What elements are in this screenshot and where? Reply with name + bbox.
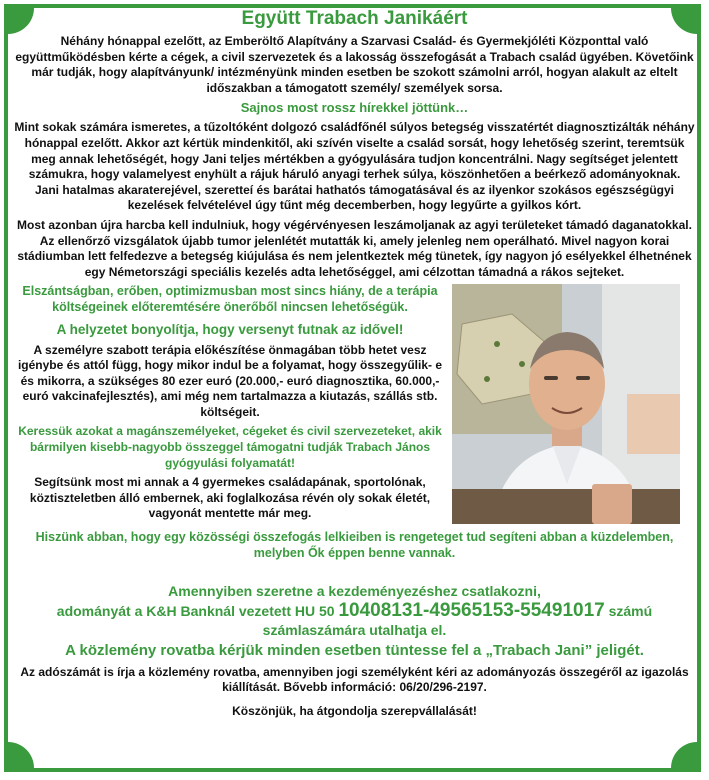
notice-reference: A közlemény rovatba kérjük minden esetben tüntesse fel a „Trabach Jani” jeligét. [65, 641, 644, 659]
thanks-line: Köszönjük, ha átgondolja szerepvállalását! [232, 703, 477, 718]
bank-transfer-text: számlaszámára utalhatja el. [262, 621, 447, 638]
portrait-photo [452, 284, 680, 524]
frame-corner [671, 742, 697, 768]
paragraph-new-tumor: Most azonban újra harcba kell indulniuk, hogy végérvényesen leszámoljanak az agyi területeket támadó daganatokkal. Az ellenőrző vizsgálatok újabb tumor jelenlétét mutatták ki, amely jelenleg nem operálható. Mivel nagyon korai stádiumban lett felfedezve a betegség kiújulása és nem jelentkeztek még tünetek, így nagyon jó esélyekkel élhetnének egy Németországi speciális kezelés adta lehetőséggel, ami célzottan támadná a rákos sejteket. [17, 217, 692, 279]
paragraph-therapy-costs: A személyre szabott terápia előkészítése önmagában több hetet vesz igénybe és attól függ, hogy mikor indul be a folyamat, hogy összegyűlik- e és mikorra, a szükséges 80 ezer euró (20.000,- euró diagnosztika, 60.000,- euró vakcinafejlesztés), ami még nem tartalmazza a kiutazás, szállás stb. költségeit. [17, 342, 443, 419]
intro-paragraph: Néhány hónappal ezelőtt, az Emberöltő Alapítvány a Szarvasi Család- és Gyermekjóléti Központtal való együttműködésben kérte a cégek, a civil szervezetek és a lakosság összefogását a Trabach család ügyében. Követőink már tudják, hogy alapítványunk/ intézményünk minden esetben be szokott számolni arról, hogyan alakult az eltelt időszakban a támogatott személy/ személyek sorsa. [15, 34, 694, 95]
footer-info: Az adószámát is írja a közlemény rovatba, amennyiben jogi személyként kéri az adományozás összegéről az igazolás kiállítását. Bővebb információ: 06/20/296-2197. [20, 664, 689, 695]
photo-section [14, 284, 695, 530]
bank-account-number: 10408131-49565153-55491017 [338, 599, 605, 621]
bad-news-heading: Sajnos most rossz hírekkel jöttünk… [240, 100, 469, 116]
portrait-illustration [452, 284, 680, 524]
bank-name-text: adományát a K&H Banknál vezetett HU 50 [56, 602, 335, 619]
left-column [14, 284, 446, 522]
bank-intro: Amennyiben szeretne a kezdeményezéshez csatlakozni, [168, 582, 541, 599]
highlight-race-time: A helyzetet bonyolítja, hogy versenyt futnak az idővel! [56, 321, 404, 337]
ad-content [14, 8, 695, 719]
frame-corner [8, 742, 34, 768]
highlight-community: Hiszünk abban, hogy egy közösségi összefogás lelkieiben is rengeteget tud segíteni abban a küzdelemben, melyben Ők éppen benne vannak. [35, 530, 674, 560]
highlight-call-to-support: Keressük azokat a magánszemélyeket, cégeket és civil szervezeteket, akik bármilyen kisebb-nagyobb összeggel támogatni tudják Trabach János gyógyulási folyamatát! [18, 424, 442, 470]
bank-line [14, 601, 695, 621]
paragraph-december: Jani hatalmas akaraterejével, szeretteí és barátai hathatós támogatásával és az ilyenkor szokásos egészségügyi kezelések felvételével úgy tűnt még decemberben, hogy legyűrte a gyilkos kórt. [35, 182, 674, 213]
page-title: Együtt Trabach Janikáért [241, 8, 468, 29]
bank-suffix-text: számú [608, 602, 653, 619]
paragraph-help-father: Segítsünk most mi annak a 4 gyermekes családapának, sportolónak, köztiszteletben álló embernek, aki foglalkozása révén oly sokak életét, vagyonát mentette már meg. [29, 475, 431, 521]
paragraph-diagnosis: Mint sokak számára ismeretes, a tűzoltóként dolgozó családfőnél súlyos betegség visszatértét diagnosztizálták néhány hónappal ezelőtt. Akkor azt kértük mindenkitől, aki szívén viselte a család sorsát, hogy lehetőség szerint, teremtsük meg annak lehetőségét, hogy Jani teljes mértékben a gyógyulására tudjon koncentrálni. Nagy segítséget jelentett számukra, hogy valamelyest enyhült a rájuk háruló anyagi terhek súlya, köszönhetően a beérkező adományoknak. [14, 120, 695, 182]
highlight-determination: Elszántságban, erőben, optimizmusban most sincs hiány, de a terápia költségeinek előteremtésére önerőből nincsen lehetőségük. [22, 284, 438, 314]
